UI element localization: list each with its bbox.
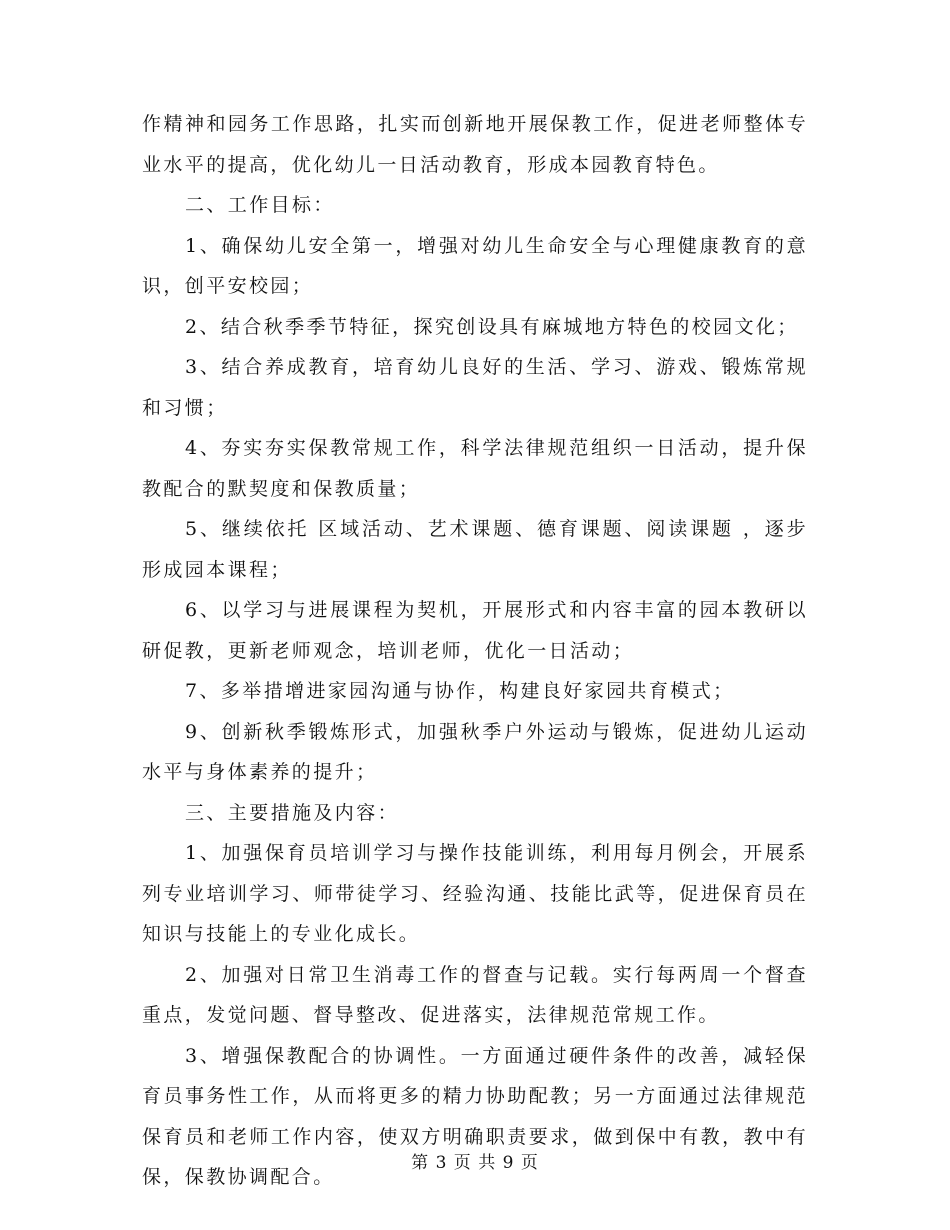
paragraph: 2、加强对日常卫生消毒工作的督查与记载。实行每两周一个督查重点，发觉问题、督导整改、促进落实，法律规范常规工作。 <box>142 963 808 1026</box>
paragraph: 3、结合养成教育，培育幼儿良好的生活、学习、游戏、锻炼常规和习惯； <box>142 356 808 419</box>
paragraph: 7、多举措增进家园沟通与协作，构建良好家园共育模式； <box>185 680 735 702</box>
paragraph: 5、继续依托 区域活动、艺术课题、德育课题、阅读课题 ，逐步形成园本课程； <box>142 518 808 581</box>
paragraph: 2、结合秋季季节特征，探究创设具有麻城地方特色的校园文化； <box>185 315 799 338</box>
paragraph: 1、确保幼儿安全第一，增强对幼儿生命安全与心理健康教育的意识，创平安校园； <box>142 234 808 297</box>
paragraph: 4、夯实夯实保教常规工作，科学法律规范组织一日活动，提升保教配合的默契度和保教质量； <box>142 437 808 500</box>
section-heading-goals: 二、工作目标： <box>185 194 335 216</box>
document-body <box>142 104 808 1198</box>
section-heading-measures: 三、主要措施及内容： <box>185 801 400 824</box>
paragraph: 作精神和园务工作思路，扎实而创新地开展保教工作，促进老师整体专业水平的提高，优化幼儿一日活动教育，形成本园教育特色。 <box>142 113 808 176</box>
page-number-footer: 第 3 页 共 9 页 <box>411 1153 539 1173</box>
paragraph: 1、加强保育员培训学习与操作技能训练，利用每月例会，开展系列专业培训学习、师带徒学习、经验沟通、技能比武等，促进保育员在知识与技能上的专业化成长。 <box>142 842 808 945</box>
paragraph: 9、创新秋季锻炼形式，加强秋季户外运动与锻炼，促进幼儿运动水平与身体素养的提升； <box>142 720 808 783</box>
paragraph: 3、增强保教配合的协调性。一方面通过硬件条件的改善，减轻保育员事务性工作，从而将更多的精力协助配教；另一方面通过法律规范保育员和老师工作内容，使双方明确职责要求，做到保中有教，教中有保，保教协调配合。 <box>142 1044 808 1188</box>
paragraph: 6、以学习与进展课程为契机，开展形式和内容丰富的园本教研以研促教，更新老师观念，培训老师，优化一日活动； <box>142 599 808 662</box>
